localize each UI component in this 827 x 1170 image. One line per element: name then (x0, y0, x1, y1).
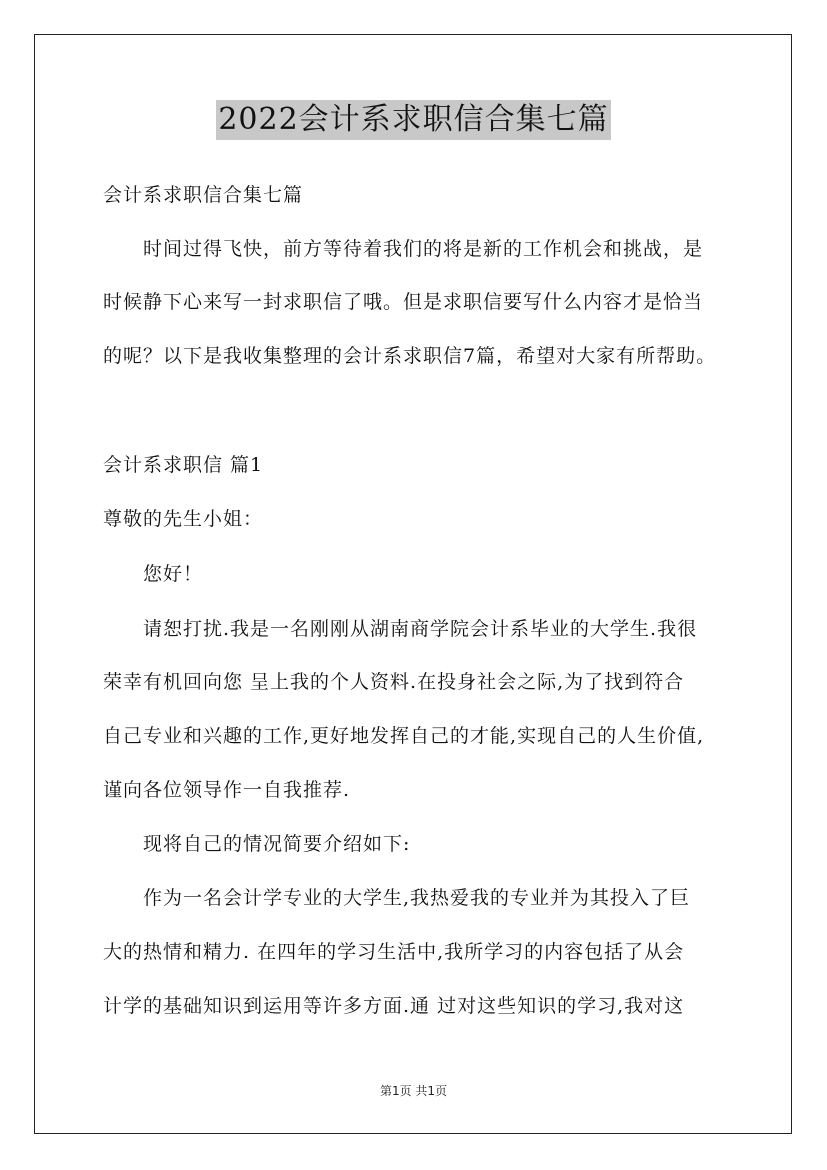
intro-line-3: 的呢？以下是我收集整理的会计系求职信7篇，希望对大家有所帮助。 (103, 345, 717, 367)
greeting: 您好！ (143, 563, 204, 585)
body-line-3: 自己专业和兴趣的工作,更好地发挥自己的才能,实现自己的人生价值, (103, 725, 705, 747)
document-subtitle: 会计系求职信合集七篇 (103, 184, 304, 206)
document-title: 2022会计系求职信合集七篇 (216, 100, 610, 140)
body-line-1: 请恕打扰.我是一名刚刚从湖南商学院会计系毕业的大学生.我很 (143, 618, 698, 640)
intro-line-2: 时候静下心来写一封求职信了哦。但是求职信要写什么内容才是恰当 (103, 291, 704, 313)
body-line-7: 大的热情和精力. 在四年的学习生活中,我所学习的内容包括了从会 (103, 941, 685, 963)
body-line-2: 荣幸有机回向您 呈上我的个人资料.在投身社会之际,为了找到符合 (103, 671, 685, 693)
section-heading: 会计系求职信 篇1 (103, 454, 264, 476)
salutation: 尊敬的先生小姐： (103, 508, 264, 530)
page-number: 第1页 共1页 (379, 1084, 448, 1098)
body-line-8: 计学的基础知识到运用等许多方面.通 过对这些知识的学习,我对这 (103, 995, 685, 1017)
intro-line-1: 时间过得飞快，前方等待着我们的将是新的工作机会和挑战，是 (143, 238, 704, 260)
body-line-6: 作为一名会计学专业的大学生,我热爱我的专业并为其投入了巨 (143, 887, 691, 909)
title-container (0, 100, 827, 140)
body-line-5: 现将自己的情况简要介绍如下: (143, 833, 411, 855)
body-line-4: 谨向各位领导作一自我推荐. (103, 779, 351, 801)
